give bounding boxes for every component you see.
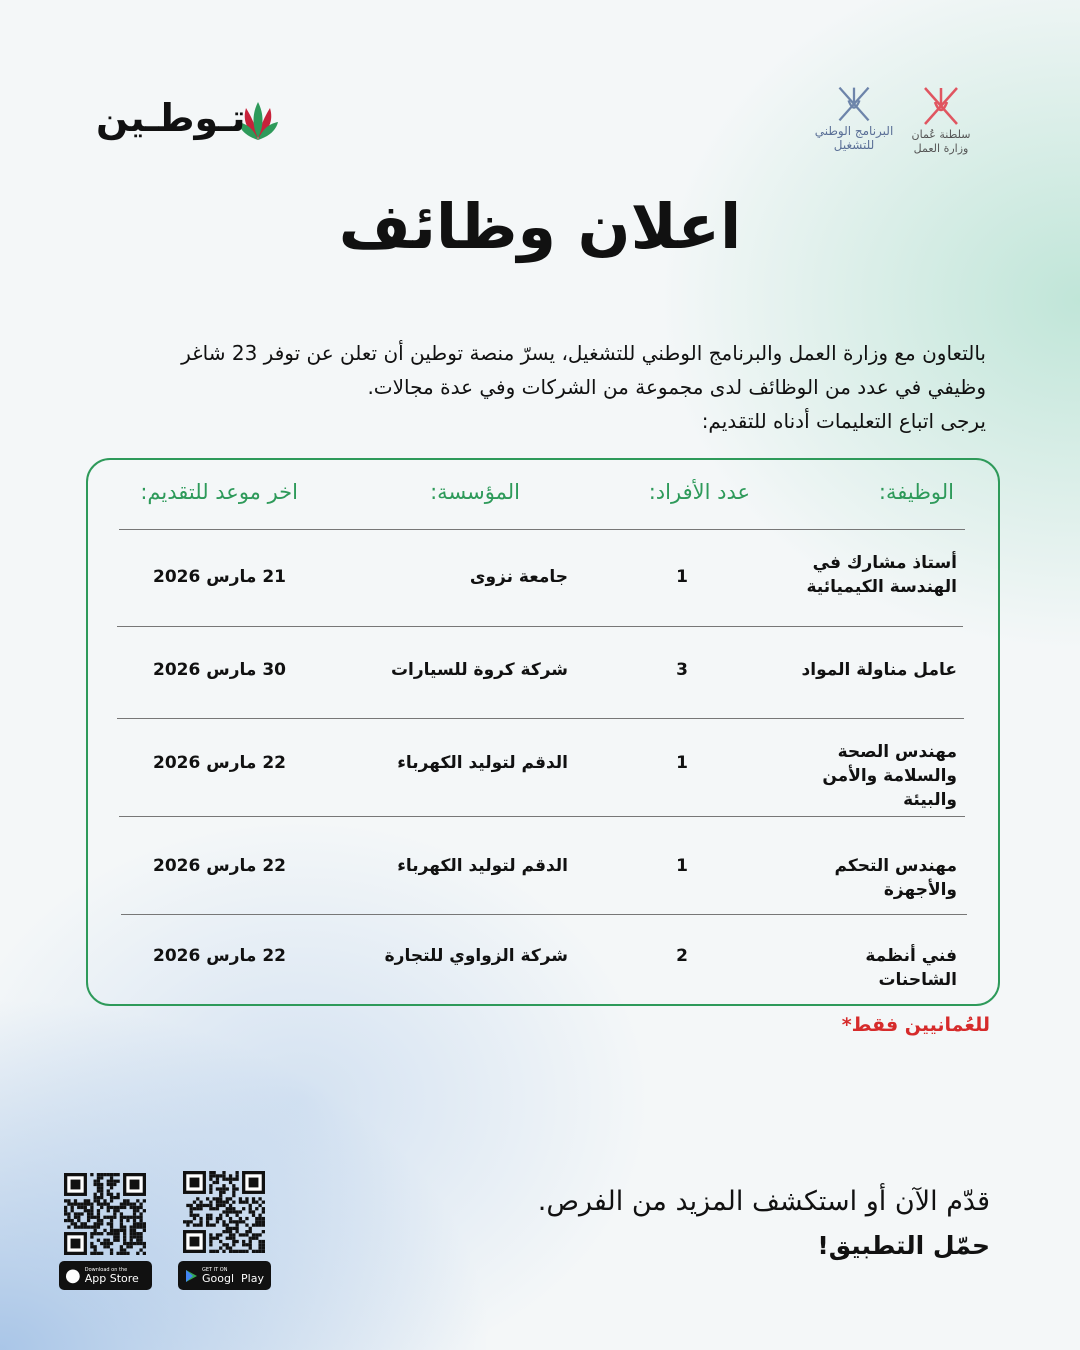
cell-company: شركة كروة للسيارات [390, 660, 568, 680]
brand-name: تـوطـين [96, 96, 246, 140]
program-logo [800, 84, 908, 152]
ministry-logo-line1: سلطنة عُمان [911, 128, 971, 141]
cell-job: مهندس التحكم والأجهزة [834, 856, 957, 900]
intro-line: وظيفي في عدد من الوظائف لدى مجموعة من الشركات وفي عدة مجالات. [367, 375, 986, 399]
cell-company: الدقم لتوليد الكهرباء [397, 753, 568, 773]
divider [119, 816, 965, 817]
googleplay-button[interactable] [178, 1261, 271, 1290]
cell-company: جامعة نزوى [469, 567, 568, 587]
intro-line: بالتعاون مع وزارة العمل والبرنامج الوطني للتشغيل، يسرّ منصة توطين أن تعلن عن توفر 23 شاغر [181, 341, 986, 365]
googleplay-small-text: GET IT ON [202, 1266, 228, 1273]
cell-count: 1 [676, 856, 688, 876]
divider [117, 626, 963, 627]
cell-job: أستاذ مشارك في الهندسة الكيميائية [806, 553, 957, 597]
brand-logo [96, 96, 280, 152]
cell-deadline: 21 مارس 2026 [153, 567, 286, 587]
omanis-only-note: للعُمانيين فقط* [841, 1014, 990, 1036]
cell-deadline: 22 مارس 2026 [153, 946, 286, 966]
ministry-logo-line2: وزارة العمل [913, 142, 969, 155]
call-to-action [538, 1180, 990, 1268]
cell-count: 1 [676, 753, 688, 773]
program-logo-line2: للتشغيل [833, 138, 875, 152]
cell-count: 1 [676, 567, 688, 587]
cell-count: 3 [676, 660, 688, 680]
cta-line1: قدّم الآن أو استكشف المزيد من الفرص. [537, 1186, 990, 1217]
cell-job: فني أنظمة الشاحنات [865, 946, 957, 990]
google-play-icon [184, 1269, 198, 1283]
divider [121, 914, 967, 915]
appstore-big-text: App Store [84, 1271, 139, 1285]
cell-count: 2 [676, 946, 688, 966]
page-title: اعلان وظائف [338, 190, 742, 263]
program-logo-line1: البرنامج الوطني [814, 124, 894, 138]
ministry-logo [906, 84, 976, 156]
googleplay-big-text: Googl Play [202, 1271, 264, 1285]
cell-deadline: 30 مارس 2026 [153, 660, 286, 680]
cta-line2: حمّل التطبيق! [817, 1231, 990, 1260]
appstore-small-text: Download on the [84, 1266, 128, 1273]
apple-icon: ● [65, 1265, 81, 1286]
cell-company: شركة الزواوي للتجارة [384, 946, 568, 966]
cell-deadline: 22 مارس 2026 [153, 753, 286, 773]
cell-job: عامل مناولة المواد [801, 660, 957, 680]
cell-company: الدقم لتوليد الكهرباء [397, 856, 568, 876]
intro-line: يرجى اتباع التعليمات أدناه للتقديم: [701, 409, 986, 433]
header-count: عدد الأفراد: [648, 480, 750, 504]
appstore-qr-code[interactable] [64, 1173, 146, 1255]
header-deadline: اخر موعد للتقديم: [140, 480, 298, 504]
divider [119, 529, 965, 530]
cell-deadline: 22 مارس 2026 [153, 856, 286, 876]
khanjar-emblem-icon [921, 84, 961, 128]
googleplay-qr-code[interactable] [183, 1171, 265, 1253]
divider [117, 718, 964, 719]
jobs-table [86, 458, 1000, 1006]
intro-text [146, 336, 986, 438]
cell-job: مهندس الصحة والسلامة والأمن والبيئة [822, 742, 957, 810]
header-company: المؤسسة: [430, 480, 520, 504]
khanjar-emblem-icon [834, 84, 874, 124]
appstore-button[interactable] [59, 1261, 152, 1290]
header-job: الوظيفة: [878, 480, 954, 504]
